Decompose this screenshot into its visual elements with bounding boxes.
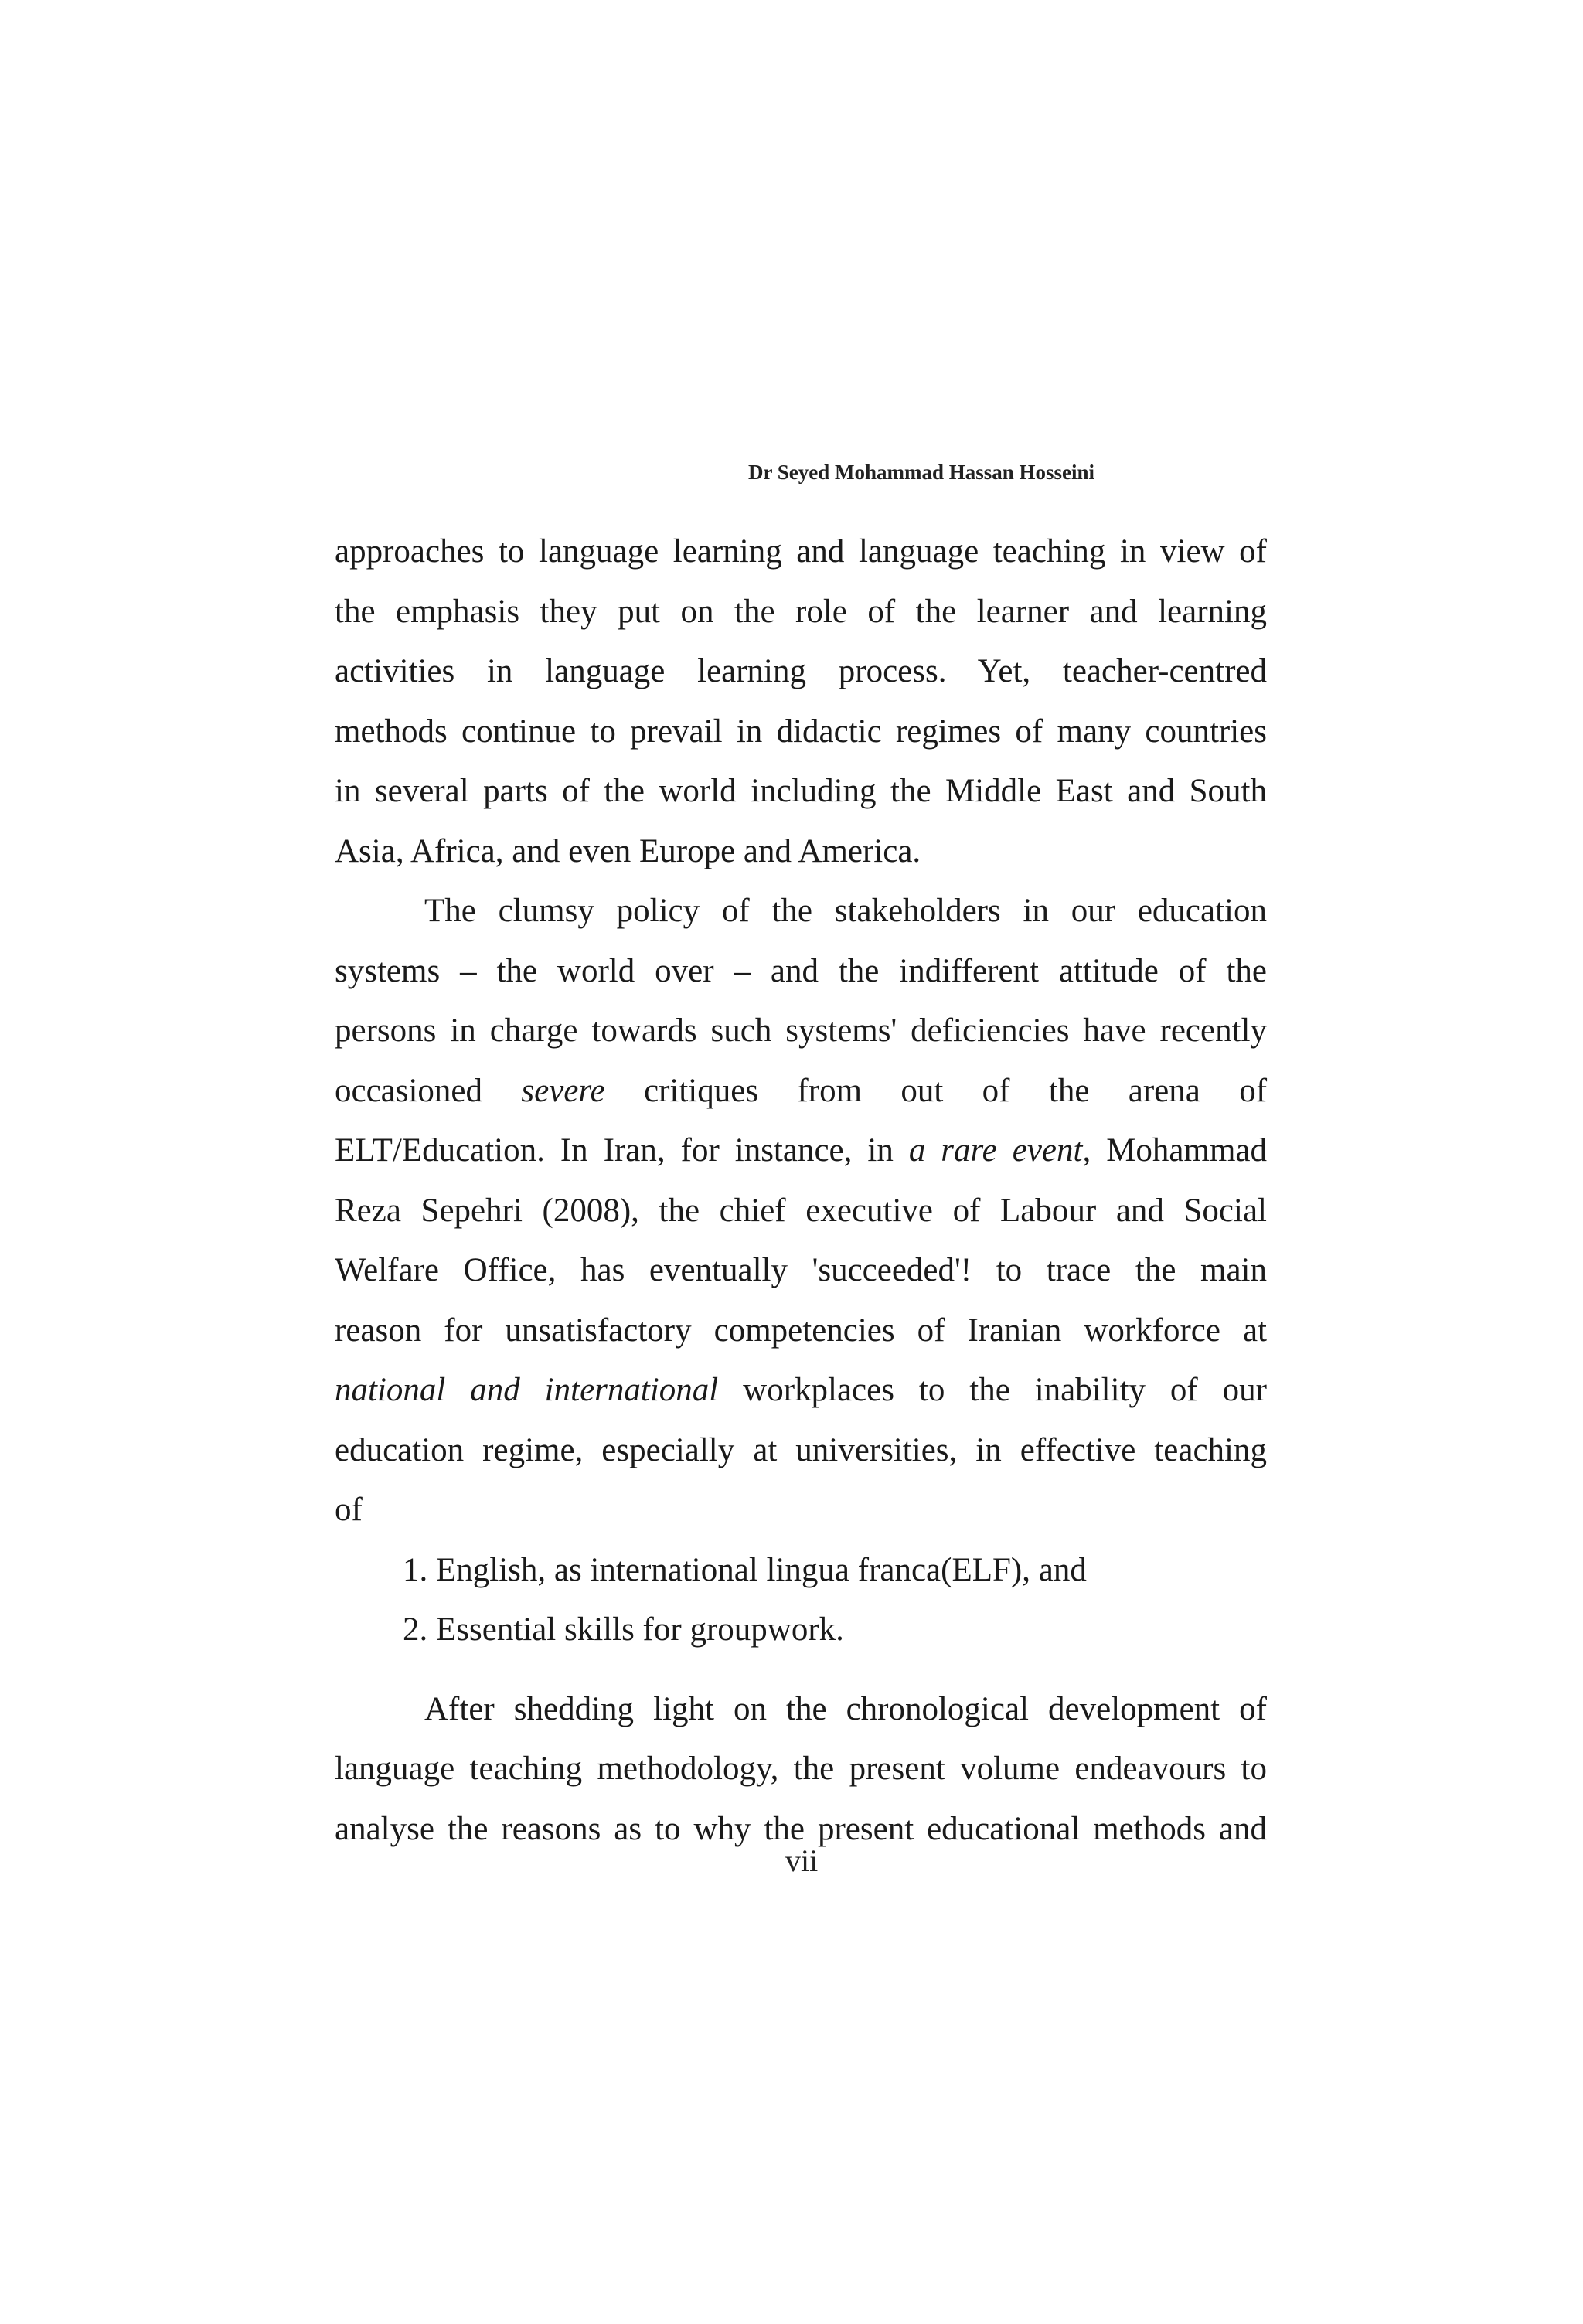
paragraph-1-line-4: methods continue to prevail in didactic regimes of many countries [335,713,1267,750]
italic-severe: severe [521,1072,605,1109]
paragraph-2-line-5 [335,1121,1267,1181]
paragraph-3-line-2: language teaching methodology, the present volume endeavours to [335,1751,1267,1787]
paragraph-2-line-2: systems – the world over – and the indifferent attitude of the [335,952,1267,989]
paragraph-2-line-9 [335,1360,1267,1421]
text-critiques: critiques from out of the arena of [644,1072,1268,1109]
list-spacer [335,1660,1267,1679]
text-occasioned: occasioned [335,1072,483,1109]
body-text [335,522,1267,1859]
list-item-1: 1. English, as international lingua franca(ELF), and [403,1551,1087,1588]
paragraph-2-line-6: Reza Sepehri (2008), the chief executive of Labour and Social [335,1192,1267,1229]
list-item-2: 2. Essential skills for groupwork. [403,1611,844,1648]
text-workplaces: workplaces to the inability of our [718,1372,1267,1408]
paragraph-3-line-1: After shedding light on the chronological development of [424,1690,1267,1727]
text-mohammad: , Mohammad [1082,1132,1267,1169]
paragraph-3-line-3: analyse the reasons as to why the present educational methods and [335,1810,1267,1847]
paragraph-2-line-11: of [335,1492,363,1528]
page-number: vii [785,1843,819,1878]
paragraph-1-line-3: activities in language learning process. Yet, teacher-centred [335,653,1267,689]
paragraph-2-line-10: education regime, especially at universities, in effective teaching [335,1431,1267,1468]
text-elt-education: ELT/Education. In Iran, for instance, in [335,1132,909,1169]
italic-a-rare-event: a rare event [908,1132,1083,1169]
paragraph-1-line-5: in several parts of the world including the Middle East and South [335,773,1267,809]
running-header-author: Dr Seyed Mohammad Hassan Hosseini [748,461,1095,484]
paragraph-1-line-1: approaches to language learning and language teaching in view of [335,533,1267,570]
paragraph-1-line-6: Asia, Africa, and even Europe and America. [335,832,921,869]
paragraph-2-line-4 [335,1061,1267,1121]
italic-national-and-international: national and international [335,1372,719,1408]
paragraph-2-line-8: reason for unsatisfactory competencies of Iranian workforce at [335,1312,1267,1349]
paragraph-2-line-7: Welfare Office, has eventually 'succeeded'! to trace the main [335,1252,1267,1288]
paragraph-1-line-2: the emphasis they put on the role of the learner and learning [335,593,1267,630]
paragraph-2-line-3: persons in charge towards such systems' deficiencies have recently [335,1012,1267,1049]
paragraph-2-line-1: The clumsy policy of the stakeholders in our education [424,893,1267,929]
